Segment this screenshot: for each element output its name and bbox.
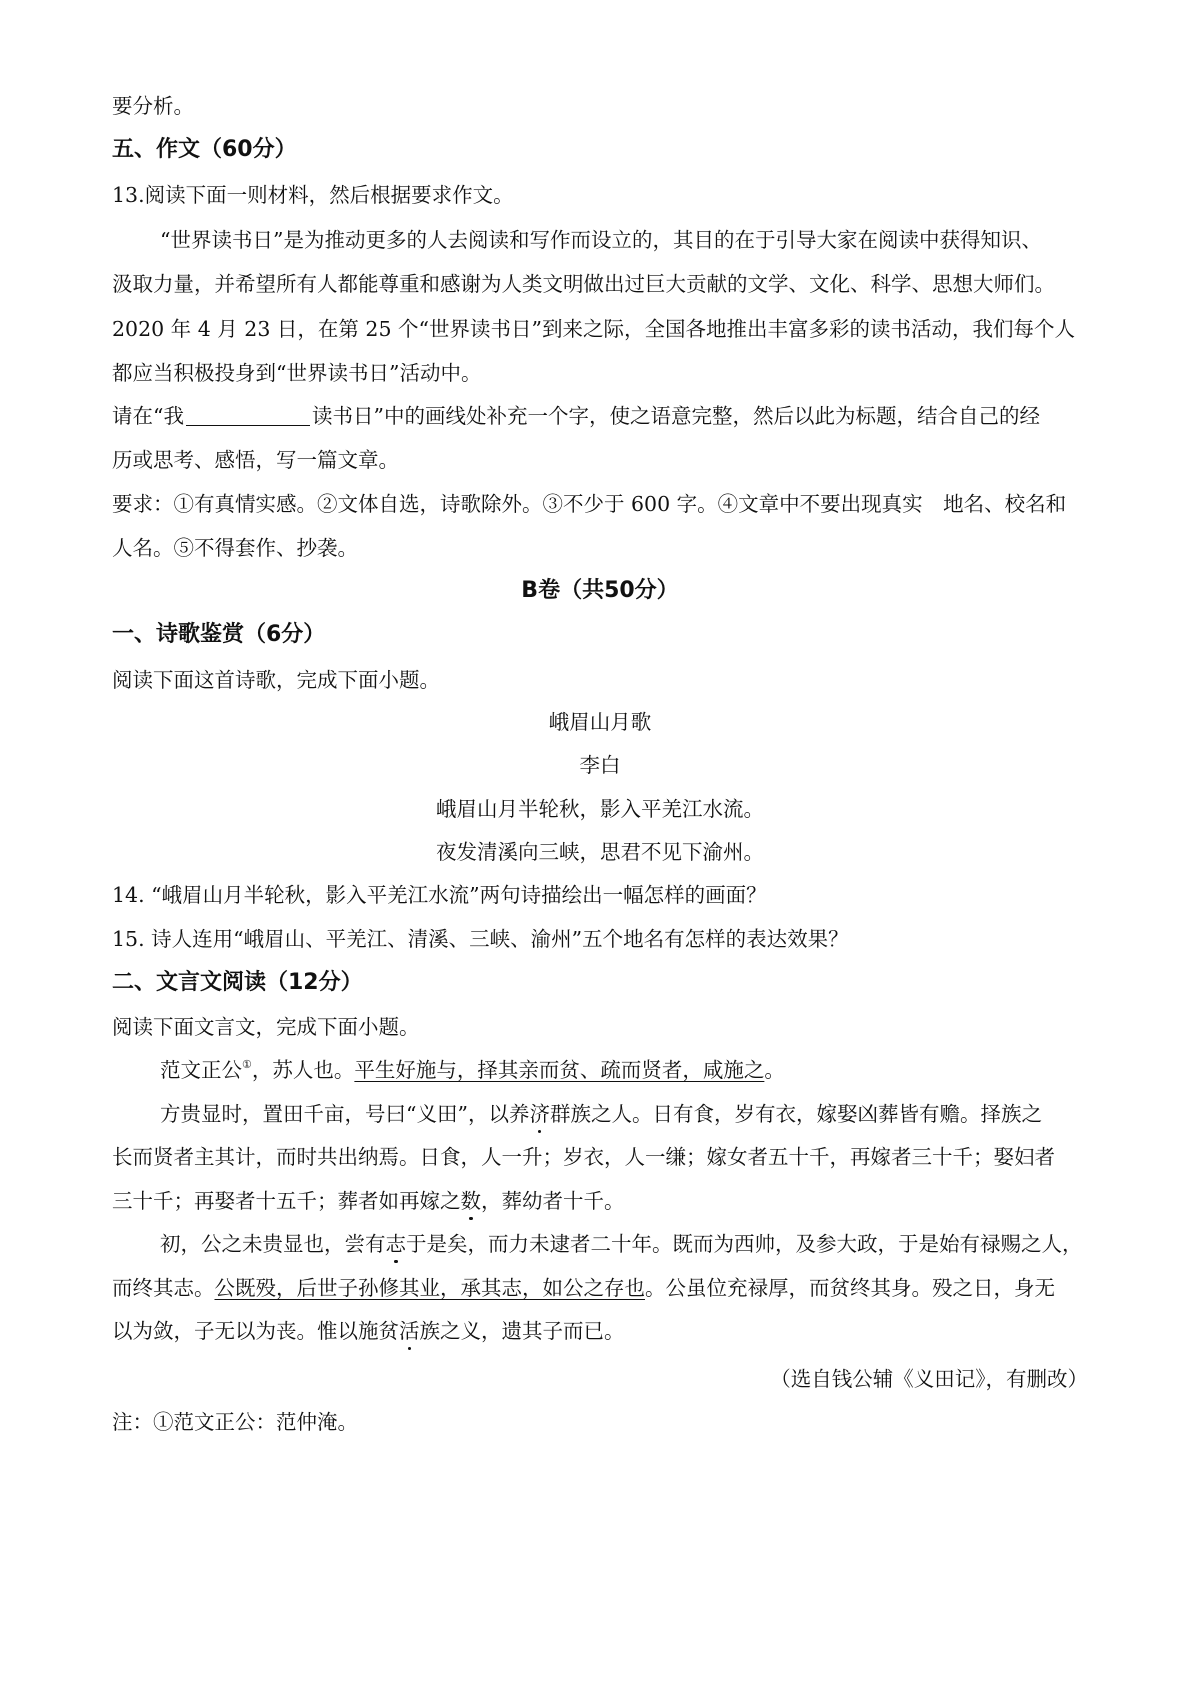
material-paragraph-line: 2020 年 4 月 23 日，在第 25 个“世界读书日”到来之际，全国各地推出丰富多彩的读书活动，我们每个人	[112, 317, 1075, 341]
classical-text: 方贵显时，置田千亩，号曰“义田”，以养	[160, 1102, 530, 1126]
emphasis-dot-word: 济	[529, 1102, 550, 1126]
classical-text-line: 长而贤者主其计，而时共出纳焉。日食，人一升；岁衣，人一缣；嫁女者五十千，再嫁者三十千；娶妇者	[112, 1145, 1055, 1169]
poem-line: 夜发清溪向三峡，思君不见下渝州。	[436, 840, 764, 864]
underlined-sentence: 平生好施与，择其亲而贫、疏而贤者，咸施之	[354, 1058, 765, 1082]
requirements-line: 要求：①有真情实感。②文体自选，诗歌除外。③不少于 600 字。④文章中不要出现真实 地名、校名和	[112, 492, 1067, 516]
title-instruction-line	[112, 402, 1092, 430]
fill-in-blank	[186, 405, 310, 426]
source-citation: （选自钱公辅《义田记》，有删改）	[770, 1367, 1088, 1391]
footnote-marker: ①	[242, 1058, 252, 1071]
material-paragraph-line: “世界读书日”是为推动更多的人去阅读和写作而设立的，其目的在于引导大家在阅读中获得知识、	[160, 228, 1042, 252]
classical-text: ，葬幼者十千。	[481, 1189, 625, 1213]
classical-text: 群族之人。日有食，岁有衣，嫁娶凶葬皆有赡。择族之	[549, 1102, 1042, 1126]
previous-question-tail: 要分析。	[112, 94, 194, 118]
poem-line: 峨眉山月半轮秋，影入平羌江水流。	[436, 797, 764, 821]
classical-text: 。公虽位充禄厚，而贫终其身。殁之日，身无	[645, 1276, 1055, 1300]
classical-text: 。	[764, 1058, 785, 1082]
classical-text: 而终其志。	[112, 1276, 215, 1300]
classical-text: 以为敛，子无以为丧。惟以施贫	[112, 1319, 399, 1343]
footnote: 注：①范文正公：范仲淹。	[112, 1410, 358, 1434]
question-15: 15. 诗人连用“峨眉山、平羌江、清溪、三峡、渝州”五个地名有怎样的表达效果？	[112, 927, 849, 951]
requirements-line: 人名。⑤不得套作、抄袭。	[112, 536, 358, 560]
question-13-prompt: 13.阅读下面一则材料，然后根据要求作文。	[112, 183, 514, 207]
classical-text: 于是矣，而力未逮者二十年。既而为西帅，及参大政，于是始有禄赐之人，	[406, 1232, 1083, 1256]
title-instruction-line: 历或思考、感悟，写一篇文章。	[112, 448, 399, 472]
classical-text-line	[112, 1187, 1092, 1215]
classical-text-line	[112, 1274, 1092, 1302]
title-instruction-text: 请在“我	[112, 404, 184, 428]
emphasis-dot-word: 活	[399, 1319, 420, 1343]
classical-section-heading: 二、文言文阅读（12分）	[112, 970, 363, 995]
poetry-intro: 阅读下面这首诗歌，完成下面小题。	[112, 668, 440, 692]
classical-text: 范文正公	[160, 1058, 242, 1082]
classical-text: 族之义，遗其子而已。	[419, 1319, 625, 1343]
poetry-section-heading: 一、诗歌鉴赏（6分）	[112, 622, 326, 647]
emphasis-dot-word: 志	[385, 1232, 406, 1256]
title-instruction-text: 读书日”中的画线处补充一个字，使之语意完整，然后以此为标题，结合自己的经	[311, 404, 1040, 428]
underlined-sentence: 公既殁，后世子孙修其业，承其志，如公之存也	[214, 1276, 645, 1300]
classical-text-line	[160, 1230, 1092, 1258]
classical-text: 初，公之未贵显也，尝有	[160, 1232, 386, 1256]
classical-text: 三十千；再娶者十五千；葬者如再嫁之	[112, 1189, 461, 1213]
volume-b-title: B卷（共50分）	[521, 578, 679, 603]
question-14: 14. “峨眉山月半轮秋，影入平羌江水流”两句诗描绘出一幅怎样的画面？	[112, 883, 767, 907]
poem-author: 李白	[579, 753, 621, 777]
material-paragraph-line: 都应当积极投身到“世界读书日”活动中。	[112, 361, 482, 385]
classical-intro: 阅读下面文言文，完成下面小题。	[112, 1015, 420, 1039]
poem-title: 峨眉山月歌	[548, 710, 652, 734]
classical-text-line	[160, 1100, 1092, 1128]
emphasis-dot-word: 数	[460, 1189, 481, 1213]
classical-text-line	[112, 1317, 1092, 1345]
classical-text-line	[160, 1056, 1092, 1084]
material-paragraph-line: 汲取力量，并希望所有人都能尊重和感谢为人类文明做出过巨大贡献的文学、文化、科学、思想大师们。	[112, 272, 1055, 296]
classical-text: ，苏人也。	[251, 1058, 355, 1082]
section-five-heading: 五、作文（60分）	[112, 137, 297, 162]
